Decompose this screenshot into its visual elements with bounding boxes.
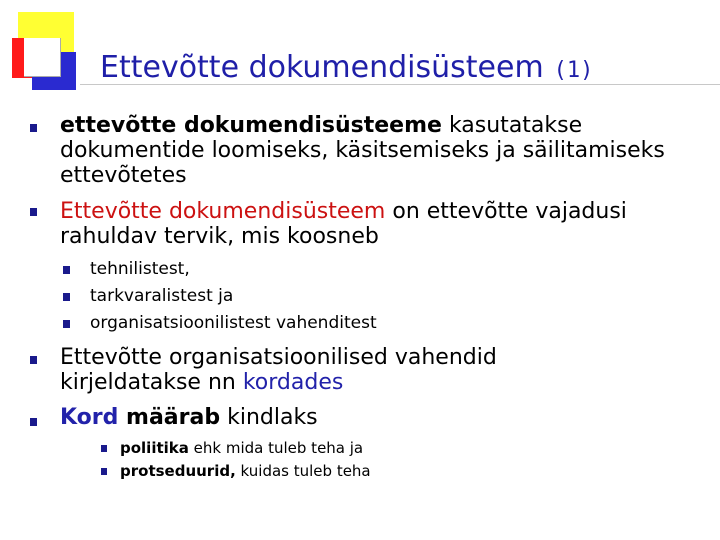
sub-bullet-4-2-text: kuidas tuleb teha (235, 462, 371, 480)
bullet-2-text: on ettevõtte vajadusi rahuldav tervik, mis koosneb (60, 199, 627, 249)
bullet-icon (101, 468, 107, 475)
bullet-4-text: kindlaks (220, 405, 318, 430)
bullet-3-highlight: kordades (242, 370, 344, 395)
slide-title (100, 50, 593, 85)
bullet-icon (30, 418, 37, 426)
sub-bullet-4-2 (120, 460, 371, 482)
bullet-icon (30, 356, 37, 364)
sub-bullet-4-1-text: ehk mida tuleb teha ja (188, 439, 364, 457)
bullet-2 (60, 199, 700, 249)
bullet-icon (30, 208, 37, 216)
sub-bullet-2-3: organisatsioonilistest vahenditest (90, 313, 377, 333)
sub-bullet-2-1: tehnilistest, (90, 259, 190, 279)
bullet-1 (60, 113, 700, 188)
bullet-1-text: kasutatakse dokumentide loomiseks, käsitsemiseks ja säilitamiseks ettevõtetes (60, 113, 665, 188)
bullet-icon (101, 445, 107, 452)
bullet-4-bold: määrab (118, 405, 221, 430)
bullet-3 (60, 345, 620, 395)
sub-bullet-4-1-bold: poliitika (120, 439, 189, 457)
bullet-2-highlight: Ettevõtte dokumendisüsteem (60, 199, 386, 224)
bullet-icon (63, 293, 70, 301)
title-number: (1) (553, 58, 594, 83)
bullet-icon (63, 320, 70, 328)
sub-bullet-4-2-bold: protseduurid, (120, 462, 236, 480)
sub-bullet-4-1 (120, 437, 363, 459)
bullet-1-bold: ettevõtte dokumendisüsteeme (60, 113, 442, 138)
bullet-icon (63, 266, 70, 274)
sub-bullet-2-2: tarkvaralistest ja (90, 286, 234, 306)
bullet-4 (60, 405, 700, 430)
bullet-4-highlight: Kord (60, 405, 119, 430)
title-text: Ettevõtte dokumendisüsteem (100, 50, 544, 85)
bullet-3-text: Ettevõtte organisatsioonilised vahendid kirjeldatakse nn (60, 345, 497, 395)
decor-white-square (24, 38, 61, 77)
bullet-icon (30, 124, 37, 132)
